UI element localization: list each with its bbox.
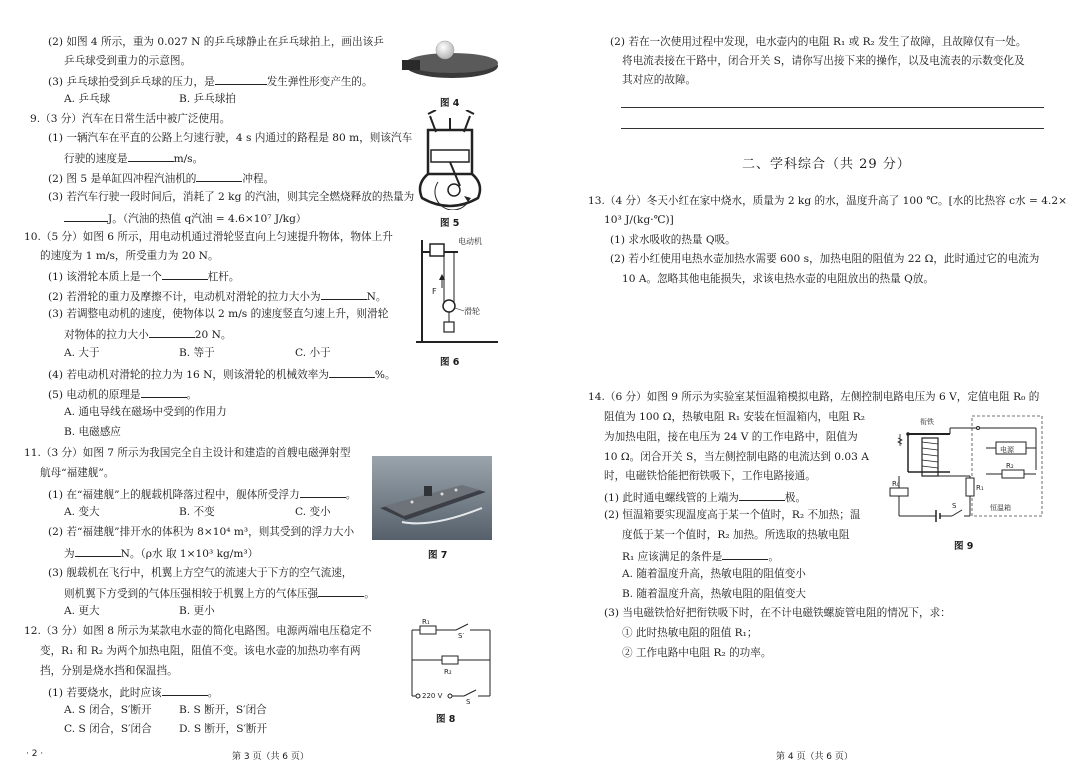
q10-part1-text: (1) 该滑轮本质上是一个: [48, 271, 162, 283]
q11-stem-line2: 航母“福建舰”。: [40, 467, 115, 479]
q12-part1-end: 。: [207, 687, 219, 699]
q13-part2-line1: (2) 若小红使用电热水壶加热水需要 600 s，加热电阻的阻值为 22 Ω，此时通过它的电流为: [610, 253, 1040, 265]
q11-part3-line2: [64, 585, 375, 601]
q8-part2-line2: 乒乓球受到重力的示意图。: [64, 55, 192, 67]
terminal-b: [448, 694, 452, 698]
q10-part2-text: (2) 若滑轮的重力及摩擦不计，电动机对滑轮的拉力大小为: [48, 291, 321, 303]
kettle-circuit-diagram: [406, 618, 498, 704]
pulley-label: 滑轮: [464, 307, 480, 316]
resistor-r1: [966, 478, 974, 496]
q12-part2-line1: (2) 若在一次使用过程中发现，电水壶内的电阻 R₁ 或 R₂ 发生了故障，且故障仅有一处。: [610, 36, 1027, 48]
q9-part1-blank[interactable]: [128, 150, 174, 162]
q10-part4-text: (4) 若电动机对滑轮的拉力为 16 N，则该滑轮的机械效率为: [48, 369, 329, 381]
aircraft-dot-2: [441, 493, 444, 496]
q11-part3-text: 则机翼下方受到的气体压强相较于机翼上方的气体压强: [64, 588, 319, 600]
q13-stem-line2: 10³ J/(kg·℃)]: [604, 214, 674, 226]
four-stroke-engine-diagram: [408, 110, 494, 210]
q9-part3-line2: [64, 210, 306, 226]
q11-part1-blank[interactable]: [300, 486, 346, 498]
q12-stem-line1: 12.（3 分）如图 8 所示为某款电水壶的简化电路图。电源两端电压稳定不: [24, 625, 372, 637]
figure-9-circuit: [886, 412, 1046, 524]
q14-part1-blank[interactable]: [739, 489, 785, 501]
q11-part3-blank[interactable]: [318, 585, 364, 597]
carrier-island: [424, 486, 432, 496]
q9-stem: 9.（3 分）汽车在日常生活中被广泛使用。: [30, 113, 231, 125]
q10-part1-end: 杠杆。: [207, 271, 240, 283]
q14-part2-option-b[interactable]: B. 随着温度升高，热敏电阻的阻值变大: [622, 588, 807, 600]
q10-stem-line2: 的速度为 1 m/s，所受重力为 20 N。: [40, 250, 219, 262]
q14-stem-line4: 10 Ω。闭合开关 S，当左侧控制电路的电流达到 0.03 A: [604, 451, 869, 463]
q8-part3-end: 发生弹性形变产生的。: [266, 76, 373, 88]
q14-stem-line5: 时，电磁铁恰能把衔铁吸下，工作电路接通。: [604, 470, 816, 482]
q9-part1-line2: [64, 150, 203, 166]
label-r2: R₂: [444, 668, 452, 676]
q10-part5-blank[interactable]: [141, 386, 187, 398]
q11-part3-option-a[interactable]: A. 更大: [64, 605, 100, 617]
q13-part2-line2: 10 A。忽略其他电能损失，求该电热水壶的电阻放出的热量 Q放。: [622, 273, 934, 285]
q11-part3-end: 。: [364, 588, 375, 600]
q11-part1-option-b[interactable]: B. 不变: [179, 506, 215, 518]
crankshaft: [448, 184, 460, 196]
figure-8-circuit: [406, 618, 498, 704]
label-power: 电源: [1000, 446, 1014, 454]
q10-part2: [48, 288, 387, 304]
q10-part4-end: %。: [374, 369, 396, 381]
q11-part1-end: 。: [345, 489, 357, 501]
resistor-r2: [1002, 470, 1024, 478]
paddle-handle: [402, 60, 420, 70]
q10-part3-end: 20 N。: [194, 329, 232, 341]
q11-part1-option-a[interactable]: A. 变大: [64, 506, 100, 518]
piston: [431, 150, 469, 162]
q12-option-a[interactable]: A. S 闭合，S′断开: [64, 704, 152, 716]
figure-8-caption: 图 8: [436, 714, 456, 725]
figure-5-caption: 图 5: [440, 218, 460, 229]
q14-part2-end: 。: [768, 551, 779, 563]
q11-stem-line1: 11.（3 分）如图 7 所示为我国完全自主设计和建造的首艘电磁弹射型: [24, 447, 351, 459]
q12-part2-line3: 其对应的故障。: [622, 74, 697, 86]
q10-option-c[interactable]: C. 小于: [295, 347, 331, 359]
spring: [898, 434, 902, 446]
footer-page-3: 第 3 页（共 6 页）: [232, 752, 309, 762]
q8-part3: [48, 73, 373, 89]
q11-part2-blank[interactable]: [75, 545, 121, 557]
pulley-leader: [455, 308, 464, 311]
resistor-r0: [890, 488, 908, 496]
q14-part3-item1: ① 此时热敏电阻的阻值 R₁；: [622, 627, 758, 639]
figure-7-caption: 图 7: [428, 550, 448, 561]
label-thermostat-box: 恒温箱: [990, 504, 1011, 512]
q10-part5-end: 。: [186, 389, 198, 401]
q10-part5-text: (5) 电动机的原理是: [48, 389, 141, 401]
q14-stem-line1: 14.（6 分）如图 9 所示为实验室某恒温箱模拟电路，左侧控制电路电压为 6 V，定值电阻 R₀ 的: [588, 391, 1040, 403]
terminal-a: [416, 694, 420, 698]
q10-part4-blank[interactable]: [329, 366, 375, 378]
label-r0: R₀: [892, 480, 900, 488]
q13-stem-line1: 13.（4 分）冬天小红在家中烧水，质量为 2 kg 的水，温度升高了 100 ℃。[水的比热容 c水 = 4.2×: [588, 195, 1067, 207]
switch-s: [464, 690, 476, 696]
q14-part2-text: R₁ 应该满足的条件是: [622, 551, 723, 563]
q14-stem-line2: 阻值为 100 Ω，热敏电阻 R₁ 安装在恒温箱内，电阻 R₂: [604, 411, 865, 423]
q10-part5: [48, 386, 197, 402]
q10-part5-option-a[interactable]: A. 通电导线在磁场中受到的作用力: [64, 406, 227, 418]
q10-part4: [48, 366, 396, 382]
q11-part1: [48, 486, 356, 502]
motor-label: 电动机: [458, 237, 482, 246]
aircraft-dot-3: [455, 489, 458, 492]
label-r2: R₂: [1006, 462, 1014, 470]
q13-part1: (1) 求水吸收的热量 Q吸。: [610, 234, 736, 246]
exhaust-valve: [464, 110, 474, 132]
q10-part1-blank[interactable]: [162, 268, 208, 280]
q8-option-a[interactable]: A. 乒乓球: [64, 93, 111, 105]
q9-part3-line1: (3) 若汽车行驶一段时间后，消耗了 2 kg 的汽油，则其完全燃烧释放的热量为: [48, 191, 415, 203]
q14-part1: [604, 489, 806, 505]
section-2-heading: 二、学科综合（共 29 分）: [742, 157, 911, 172]
q14-part2-blank[interactable]: [722, 548, 768, 560]
answer-line-1[interactable]: [621, 107, 1044, 108]
aircraft-dot-1: [411, 501, 414, 504]
q12-part2-line2: 将电流表接在干路中，闭合开关 S，请你写出接下来的操作，以及电流表的示数变化及: [622, 55, 1025, 67]
figure-4-caption: 图 4: [440, 98, 460, 109]
q12-option-c[interactable]: C. S 闭合，S′闭合: [64, 723, 152, 735]
pulley-wheel: [443, 300, 455, 312]
crankcase: [420, 174, 480, 206]
resistor-r1: [420, 626, 436, 634]
switch-s-prime: [456, 624, 468, 630]
q10-part5-option-b[interactable]: B. 电磁感应: [64, 426, 121, 438]
q12-stem-line2: 变，R₁ 和 R₂ 为两个加热电阻，阻值不变。该电水壶的加热功率有两: [40, 645, 361, 657]
q8-part3-blank[interactable]: [215, 73, 267, 85]
q12-option-b[interactable]: B. S 断开，S′闭合: [179, 704, 267, 716]
q9-part1-end: m/s。: [173, 153, 204, 165]
figure-6-caption: 图 6: [440, 357, 460, 368]
q10-option-b[interactable]: B. 等于: [179, 347, 215, 359]
q14-part1-end: 极。: [784, 492, 807, 504]
q14-part2-line2: 度低于某一个值时，R₂ 加热。所选取的热敏电阻: [622, 529, 850, 541]
load-block: [444, 322, 454, 332]
q10-part3-text: 对物体的拉力大小: [64, 329, 149, 341]
q9-part2: [48, 170, 274, 186]
footer-page-4: 第 4 页（共 6 页）: [776, 752, 853, 762]
q10-stem-line1: 10.（5 分）如图 6 所示，用电动机通过滑轮竖直向上匀速提升物体，物体上升: [24, 231, 393, 243]
aircraft-carrier-image: [372, 456, 492, 540]
q11-part2-line2: [64, 545, 258, 561]
q14-part2-option-a[interactable]: A. 随着温度升高，热敏电阻的阻值变小: [622, 568, 806, 580]
figure-6-pulley: [408, 230, 504, 348]
q10-part1: [48, 268, 240, 284]
q9-part3-blank[interactable]: [64, 210, 108, 222]
force-label: F: [432, 287, 437, 296]
figure-4-paddle: [400, 36, 500, 86]
q9-part2-end: 冲程。: [242, 173, 275, 185]
q11-part3-line1: (3) 舰载机在飞行中，机翼上方空气的流速大于下方的空气流速，: [48, 567, 353, 579]
q12-option-d[interactable]: D. S 断开，S′断开: [179, 723, 268, 735]
q14-part3: (3) 当电磁铁恰好把衔铁吸下时，在不计电磁铁螺旋管电阻的情况下，求：: [604, 607, 951, 619]
q10-part3-blank[interactable]: [149, 326, 195, 338]
q12-stem-line3: 挡，分别是烧水挡和保温挡。: [40, 665, 178, 677]
q11-part1-text: (1) 在“福建舰”上的舰载机降落过程中，舰体所受浮力: [48, 489, 300, 501]
ping-pong-ball: [436, 41, 454, 59]
q11-part2-end: N。（ρ水 取 1×10³ kg/m³）: [120, 548, 259, 560]
q9-part2-text: (2) 图 5 是单缸四冲程汽油机的: [48, 173, 197, 185]
figure-9-caption: 图 9: [954, 541, 974, 552]
q14-stem-line3: 为加热电阻，接在电压为 24 V 的工作电路中，阻值为: [604, 431, 858, 443]
contact-point: [977, 427, 980, 430]
q9-part3-end: J。（汽油的热值 q汽油 = 4.6×10⁷ J/kg）: [108, 213, 307, 225]
q11-part2-line1: (2) 若“福建舰”排开水的体积为 8×10⁴ m³，则其受到的浮力大小: [48, 526, 355, 538]
label-s-prime: S′: [458, 632, 465, 640]
q14-part2-line3: [622, 548, 779, 564]
q9-part2-blank[interactable]: [196, 170, 242, 182]
thermostat-circuit-diagram: [886, 412, 1046, 524]
answer-line-2[interactable]: [621, 128, 1044, 129]
q12-part1: [48, 684, 218, 700]
q11-part3-option-b[interactable]: B. 更小: [179, 605, 215, 617]
q14-part3-item2: ② 工作电路中电阻 R₂ 的功率。: [622, 647, 772, 659]
q9-part1-line1: (1) 一辆汽车在平直的公路上匀速行驶，4 s 内通过的路程是 80 m，则该汽车: [48, 132, 413, 144]
q11-part1-option-c[interactable]: C. 变小: [295, 506, 331, 518]
footer-page-marker: · 2 ·: [26, 749, 44, 759]
label-armature: 衔铁: [920, 418, 934, 426]
label-s: S: [466, 698, 471, 704]
label-r1: R₁: [976, 484, 984, 492]
resistor-r2: [442, 656, 458, 664]
q10-part3-line2: [64, 326, 231, 342]
q10-option-a[interactable]: A. 大于: [64, 347, 100, 359]
q12-part1-blank[interactable]: [162, 684, 208, 696]
q8-option-b[interactable]: B. 乒乓球拍: [179, 93, 236, 105]
figure-5-engine: [408, 110, 494, 210]
q8-part3-text: (3) 乒乓球拍受到乒乓球的压力，是: [48, 76, 215, 88]
q14-part1-text: (1) 此时通电螺线管的上端为: [604, 492, 739, 504]
q10-part2-end: N。: [366, 291, 387, 303]
switch-s: [952, 510, 962, 516]
label-s: S: [952, 502, 957, 510]
q12-part1-text: (1) 若要烧水，此时应该: [48, 687, 162, 699]
figure-7-carrier-photo: [372, 456, 492, 540]
q9-part1-text: 行驶的速度是: [64, 153, 128, 165]
motor-box: [430, 244, 444, 256]
q10-part3-line1: (3) 若调整电动机的速度，使物体以 2 m/s 的速度竖直匀速上升，则滑轮: [48, 308, 389, 320]
q8-part2-line1: (2) 如图 4 所示，重为 0.027 N 的乒乓球静止在乒乓球拍上，画出该乒: [48, 36, 384, 48]
q11-part2-text: 为: [64, 548, 75, 560]
label-voltage: 220 V: [422, 692, 443, 700]
pulley-motor-diagram: [408, 230, 504, 348]
q14-part2-line1: (2) 恒温箱要实现温度高于某一个值时，R₂ 不加热；温: [604, 509, 861, 521]
paddle-ball-illustration: [400, 36, 500, 86]
intake-valve: [428, 110, 436, 132]
label-r1: R₁: [422, 618, 430, 626]
q10-part2-blank[interactable]: [321, 288, 367, 300]
